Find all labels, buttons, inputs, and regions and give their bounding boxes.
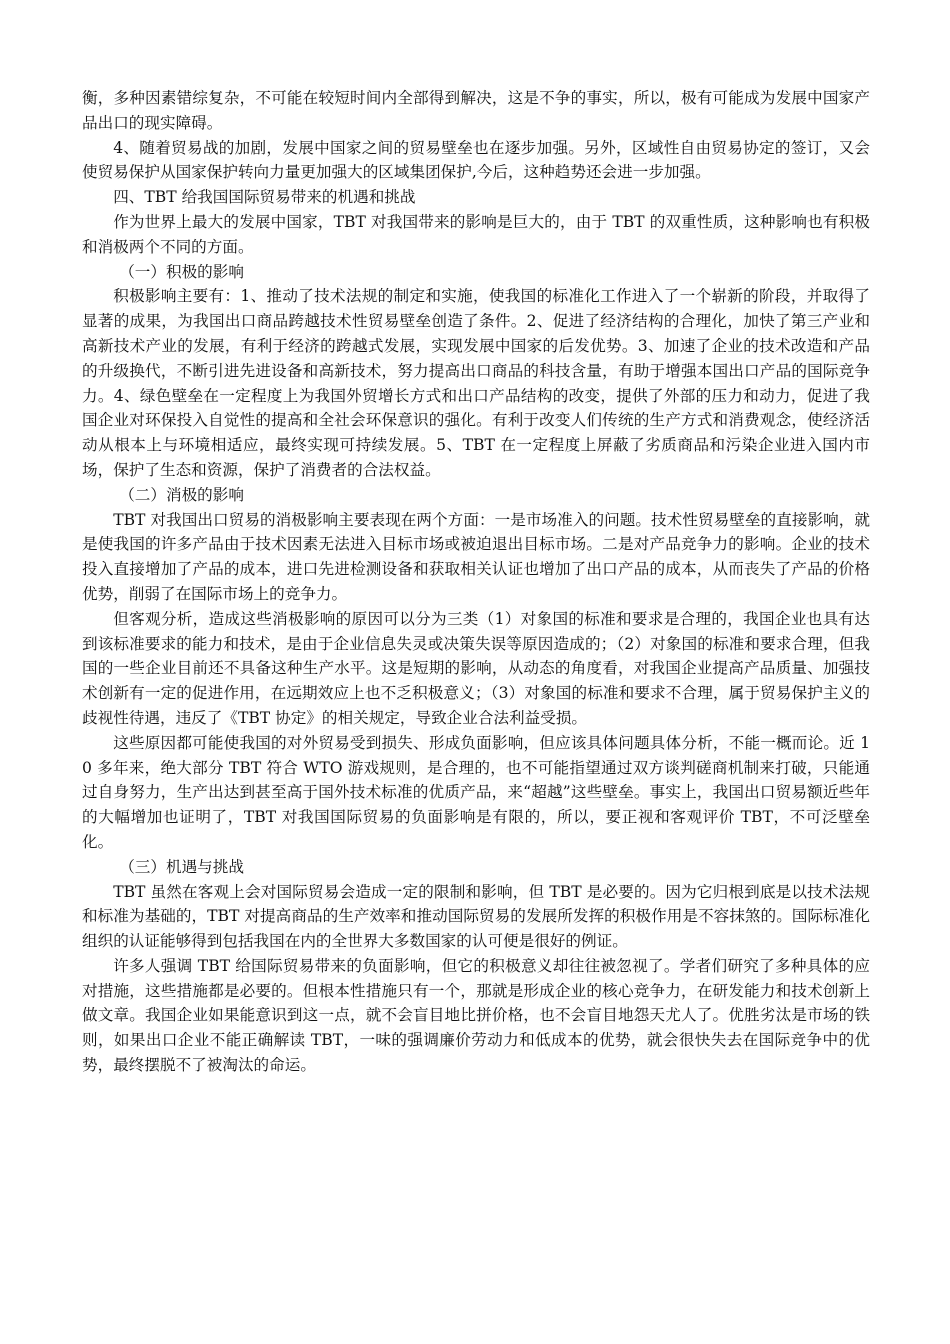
subheading-positive: （一）积极的影响 <box>119 262 244 281</box>
paragraph-opportunity: TBT 虽然在客观上会对国际贸易会造成一定的限制和影响，但 TBT 是必要的。因为它归根到底是以技术法规和标准为基础的，TBT 对提高商品的生产效率和推动国际贸易的发展所发挥的积极作用是不容抹煞的。国际标准化组织的认证能够得到包括我国在内的全世界大多数国家的认可便是很好的例证。 <box>82 882 870 951</box>
paragraph-positive: 积极影响主要有：1、推动了技术法规的制定和实施，使我国的标准化工作进入了一个崭新的阶段，并取得了显著的成果，为我国出口商品跨越技术性贸易壁垒创造了条件。2、促进了经济结构的合理化，加快了第三产业和高新技术产业的发展，有利于经济的跨越式发展，实现发展中国家的后发优势。3、加速了企业的技术改造和产品的升级换代，不断引进先进设备和高新技术，努力提高出口商品的科技含量，有助于增强本国出口产品的国际竞争力。4、绿色壁垒在一定程度上为我国外贸增长方式和出口产品结构的改变，提供了外部的压力和动力，促进了我国企业对环保投入自觉性的提高和全社会环保意识的强化。有利于改变人们传统的生产方式和消费观念，使经济活动从根本上与环境相适应，最终实现可持续发展。5、TBT 在一定程度上屏蔽了劣质商品和污染企业进入国内市场，保护了生态和资源，保护了消费者的合法权益。 <box>82 287 870 479</box>
paragraph-causes: 这些原因都可能使我国的对外贸易受到损失、形成负面影响，但应该具体问题具体分析，不能一概而论。近 10 多年来，绝大部分 TBT 符合 WTO 游戏规则，是合理的，也不可能指望通过双方谈判磋商机制来打破，只能通过自身努力，生产出达到甚至高于国外技术标准的优质产品，来“超越”这些壁垒。事实上，我国出口贸易额近些年的大幅增加也证明了，TBT 对我国国际贸易的负面影响是有限的，所以，要正视和客观评价 TBT，不可泛壁垒化。 <box>82 733 870 851</box>
paragraph-negative: TBT 对我国出口贸易的消极影响主要表现在两个方面：一是市场准入的问题。技术性贸易壁垒的直接影响，就是使我国的许多产品由于技术因素无法进入目标市场或被迫退出目标市场。二是对产品竞争力的影响。企业的技术投入直接增加了产品的成本，进口先进检测设备和获取相关认证也增加了出口产品的成本，从而丧失了产品的价格优势，削弱了在国际市场上的竞争力。 <box>82 510 870 603</box>
subheading-opportunity: （三）机遇与挑战 <box>119 857 244 876</box>
paragraph-continuation: 衡，多种因素错综复杂，不可能在较短时间内全部得到解决，这是不争的事实，所以，极有可能成为发展中国家产品出口的现实障碍。 <box>82 89 870 132</box>
paragraph-trade-war: 4、随着贸易战的加剧，发展中国家之间的贸易壁垒也在逐步加强。另外，区域性自由贸易协定的签订，又会使贸易保护从国家保护转向力量更加强大的区域集团保护,今后，这种趋势还会进一步加强。 <box>82 138 870 182</box>
paragraph-intro: 作为世界上最大的发展中国家，TBT 对我国带来的影响是巨大的，由于 TBT 的双重性质，这种影响也有积极和消极两个不同的方面。 <box>82 212 870 256</box>
paragraph-analysis: 但客观分析，造成这些消极影响的原因可以分为三类（1）对象国的标准和要求是合理的，我国企业也具有达到该标准要求的能力和技术，是由于企业信息失灵或决策失误等原因造成的；（2）对象国的标准和要求合理，但我国的一些企业目前还不具备这种生产水平。这是短期的影响，从动态的角度看，对我国企业提高产品质量、加强技术创新有一定的促进作用，在远期效应上也不乏积极意义；（3）对象国的标准和要求不合理，属于贸易保护主义的歧视性待遇，违反了《TBT 协定》的相关规定，导致企业合法利益受损。 <box>82 609 870 727</box>
paragraph-conclusion: 许多人强调 TBT 给国际贸易带来的负面影响，但它的积极意义却往往被忽视了。学者们研究了多种具体的应对措施，这些措施都是必要的。但根本性措施只有一个，那就是形成企业的核心竞争力，在研发能力和技术创新上做文章。我国企业如果能意识到这一点，就不会盲目地比拼价格，也不会盲目地怨天尤人了。优胜劣汰是市场的铁则，如果出口企业不能正确解读 TBT，一味的强调廉价劳动力和低成本的优势，就会很快失去在国际竞争中的优势，最终摆脱不了被淘汰的命运。 <box>82 956 870 1075</box>
subheading-negative: （二）消极的影响 <box>119 485 244 504</box>
section-heading: 四、TBT 给我国国际贸易带来的机遇和挑战 <box>113 188 416 207</box>
